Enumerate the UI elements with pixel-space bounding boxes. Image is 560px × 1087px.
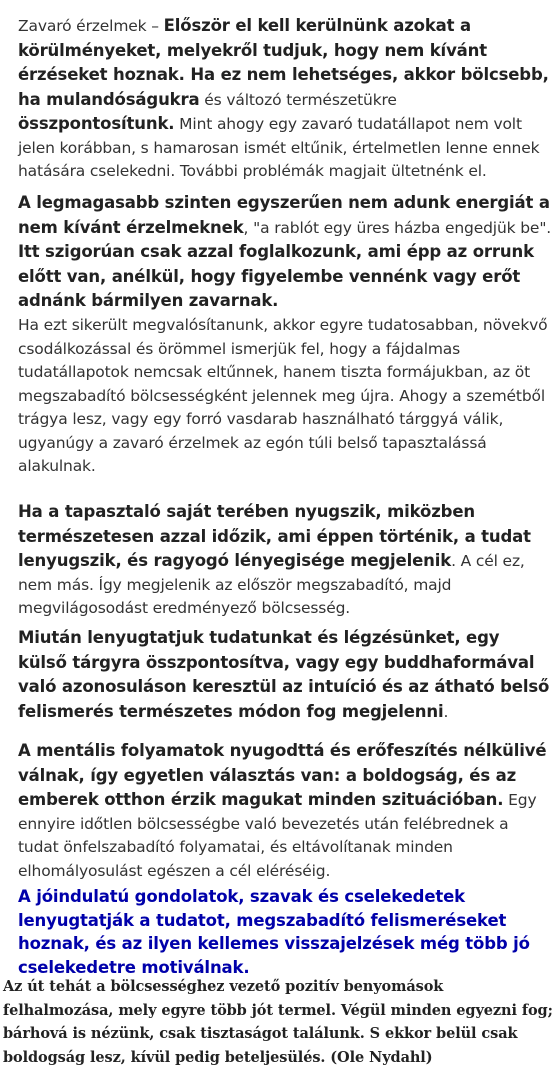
bold-segment: Miután lenyugtatjuk tudatunkat és légzésünket, egy külső tárgyra összpontosítva, vagy egy buddhaformával való azonosuláson keresztül az intuíció és az átható belső felismerés természetes módon fog megjelenni — [18, 628, 550, 721]
paragraph-mental-processes — [18, 739, 553, 883]
paragraph-highest-level — [18, 191, 553, 314]
text-segment: és változó természetükre — [199, 90, 397, 109]
bold-segment: Ha a tapasztaló saját terében nyugszik, miközben természetesen azzal időzik, ami éppen történik, a tudat lenyugszik, és ragyogó lényegisége megjelenik — [18, 502, 531, 570]
text-segment: Zavaró érzelmek – — [18, 17, 164, 35]
text-segment: Ha ezt sikerült megvalósítanunk, akkor egyre tudatosabban, növekvő csodálkozással és örömmel ismerjük fel, hogy a fájdalmas tudatállapotok nemcsak eltűnnek, hanem tiszta formájukban, az öt megszabadító bölcsességként jelennek meg újra. Ahogy a szemétből trágya lesz, vagy egy forró vasdarab használható tárggyá válik, ugyanúgy a zavaró érzelmek az egón túli belső tapasztalássá alakulnak. — [18, 316, 548, 475]
bold-segment: A legmagasabb szinten egyszerűen nem adunk energiát a nem kívánt érzelmeknek — [18, 193, 550, 237]
paragraph-disturbing-emotions — [18, 14, 553, 184]
paragraph-calming-mind — [18, 626, 553, 724]
paragraph-highlighted-blue — [18, 885, 553, 979]
text-segment: . — [443, 702, 449, 721]
paragraph-transformation — [18, 314, 553, 479]
text-segment: Mint ahogy egy zavaró tudatállapot nem volt jelen korábban, s hamarosan ismét eltűnik, értelmetlen lenne ennek hatására cselekedni. További problémák magjait ültetnénk el. — [18, 115, 540, 180]
text-segment: . A cél ez, nem más. Így megjelenik az először megszabadító, majd megvilágosodást eredményező bölcsesség. — [18, 552, 525, 617]
bold-segment: Először el kell kerülnünk azokat a körülményeket, melyekről tudjuk, hogy nem kívánt érzéseket hoznak. Ha ez nem lehetséges, akkor bölcsebb, ha mulandóságukra — [18, 16, 549, 109]
bold-segment: Itt szigorúan csak azzal foglalkozunk, ami épp az orrunk előtt van, anélkül, hogy figyelembe vennénk vagy erőt adnánk bármilyen zavarnak. — [18, 242, 534, 310]
paragraph-experiencer-rests — [18, 500, 553, 621]
text-segment: Egy ennyire időtlen bölcsességbe való bevezetés után felébrednek a tudat önfelszabadító folyamatai, és eltávolítanak minden elhomályosulást egészen a cél eléréséig. — [18, 791, 537, 880]
bold-segment: összpontosítunk. — [18, 114, 175, 133]
paragraph-closing-quote — [3, 975, 555, 1069]
text-segment: , "a rablót egy üres házba engedjük be". — [243, 218, 552, 237]
bold-segment: A mentális folyamatok nyugodttá és erőfeszítés nélkülivé válnak, így egyetlen választás van: a boldogság, és az emberek otthon érzik magukat minden szituációban. — [18, 741, 547, 809]
blue-bold-segment: A jóindulatú gondolatok, szavak és cselekedetek lenyugtatják a tudatot, megszabadító felismeréseket hoznak, és az ilyen kellemes visszajelzések még több jó cselekedetre motiválnak. — [18, 887, 530, 977]
serif-bold-segment: Az út tehát a bölcsességhez vezető pozitív benyomások felhalmozása, mely egyre több jót termel. Végül minden egyezni fog; bárhová is nézünk, csak tisztaságot találunk. S ekkor belül csak boldogság lesz, kívül pedig beteljesülés. (Ole Nydahl) — [3, 978, 553, 1066]
